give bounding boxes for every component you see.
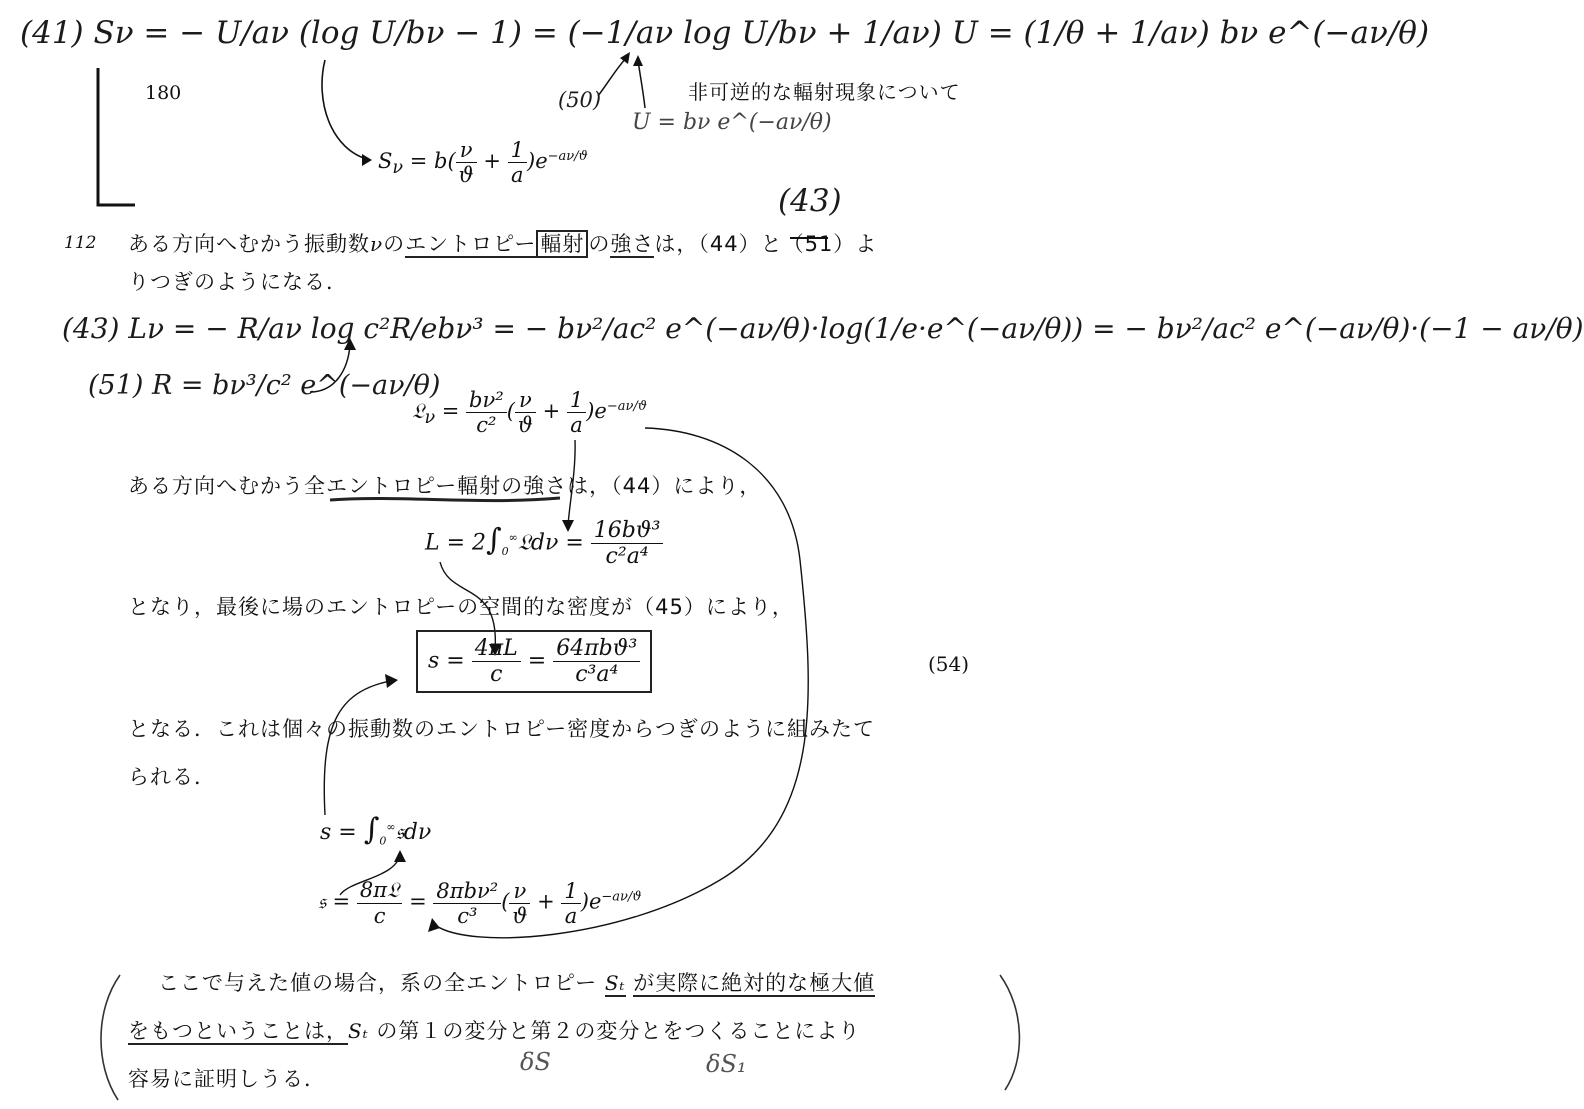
hw-delta-1: δS bbox=[520, 1048, 551, 1076]
struck-44: 44 bbox=[709, 232, 739, 256]
paragraph-5-line2: をもつということは，Sₜ の第１の変分と第２の変分とをつくることにより bbox=[128, 1019, 861, 1043]
hw-43-insert: (43) bbox=[778, 183, 842, 219]
formula-L-integral: $L = 2\int_0^\infty 𝔏d\nu$ = $\frac{\text{16bϑ³}}{\text{c²a⁴}}$ bbox=[425, 518, 663, 569]
hw-eq51: (51) R = bν³/c² e^(−aν/θ) bbox=[88, 370, 441, 401]
hw-delta-2: δS₁ bbox=[706, 1050, 747, 1078]
formula-frak-s: 𝔰 = $\frac{\text{8π𝔏}}{c}$ = $\frac{\text{8πbν²}}{\text{c³}}$ ( $\frac{\nu}{ϑ}$ + $\frac{1}{a}$ )$e^{-a\nu/ϑ}$ bbox=[318, 878, 642, 928]
paragraph-1-line2: りつぎのようになる． bbox=[128, 270, 348, 294]
paren-right bbox=[1000, 975, 1019, 1090]
formula-frak-L-nu: 𝔏$_\nu$ = $\frac{\text{bν²}}{\text{c²}}$ ( $\frac{\nu}{ϑ}$ + $\frac{1}{a}$ )$e^{-a\nu/ϑ}$ bbox=[412, 388, 648, 437]
paragraph-4-line1: となる．これは個々の振動数のエントロピー密度からつぎのように組みたて bbox=[128, 717, 875, 741]
arrow-to-snu bbox=[322, 60, 370, 160]
paragraph-4-line2: られる． bbox=[128, 765, 216, 789]
paren-left bbox=[101, 975, 120, 1100]
hw-eq41: (41) Sν = − U/aν (log U/bν − 1) = (−1/aν log U/bν + 1/aν) U = (1/θ + 1/aν) bν e^(−aν/θ) bbox=[20, 15, 1430, 51]
formula-s-integral: $s = \int_0^\infty 𝔰d\nu$ bbox=[320, 812, 432, 848]
bracket-line bbox=[98, 68, 135, 205]
formula-S-nu: $S_\nu = b$( $\frac{\nu}{ϑ}$ + $\frac{1}{a}$ )$e^{-a\nu/ϑ}$ bbox=[378, 138, 588, 187]
paragraph-2: ある方向へむかう全エントロピー輻射の強さは，（44）により， bbox=[128, 474, 762, 498]
paragraph-3: となり，最後に場のエントロピーの空間的な密度が（45）により， bbox=[128, 595, 794, 619]
page-number: 180 bbox=[145, 82, 182, 104]
hw-U-def: U = bν e^(−aν/θ) bbox=[632, 110, 832, 135]
paragraph-1-line1: ある方向へむかう振動数νのエントロピー 輻射 の強さは，（44）と（51）よ bbox=[128, 232, 878, 256]
arrow-s-up bbox=[324, 680, 395, 815]
paragraph-5-line1: ここで与えた値の場合，系の全エントロピー Sₜ が実際に絶対的な極大値 bbox=[158, 971, 876, 995]
paragraph-5-line3: 容易に証明しうる． bbox=[128, 1067, 326, 1091]
side-number: 112 bbox=[64, 233, 97, 253]
formula-s-boxed: s = $\frac{4\pi L}{c}$ = $\frac{\text{64πbϑ³}}{\text{c³a⁴}}$ bbox=[416, 630, 652, 693]
arrow-50 bbox=[598, 56, 628, 96]
hw-eq43: (43) Lν = − R/aν log c²R/ebν³ = − bν²/ac² e^(−aν/θ)·log(1/e·e^(−aν/θ)) = − bν²/ac² e^(−aν/θ)·(−1 − aν/θ) bbox=[62, 312, 1584, 345]
hw-title: 非可逆的な輻射現象について bbox=[688, 80, 961, 104]
eq-label-54: (54) bbox=[928, 652, 970, 676]
arrow-U bbox=[638, 60, 645, 108]
hw-label-50: (50) bbox=[558, 88, 602, 112]
